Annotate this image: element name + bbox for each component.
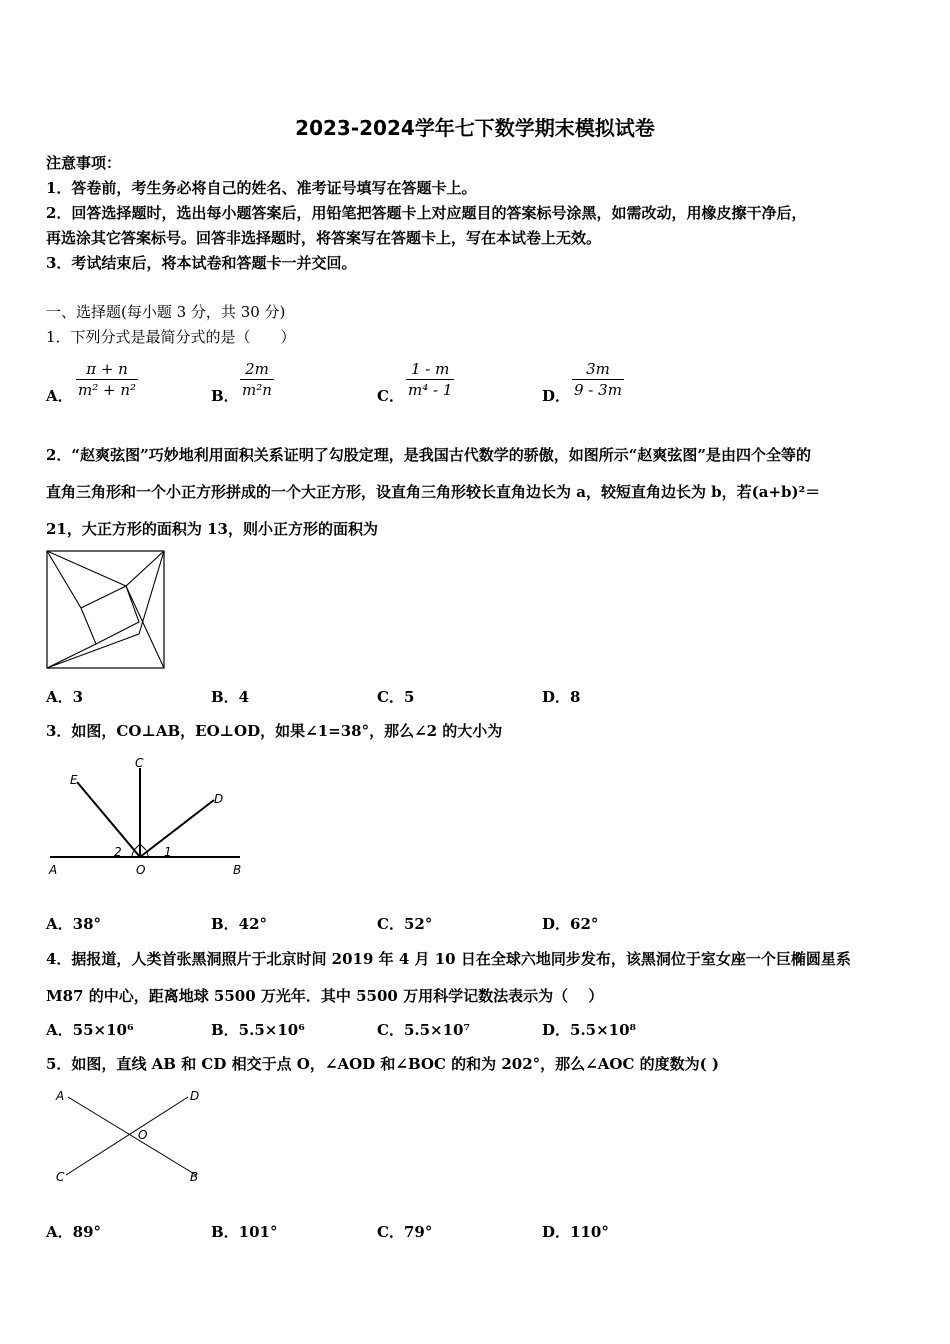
label-angle-1: 1 [164,845,172,859]
notice-item-1: 1．答卷前，考生务必将自己的姓名、准考证号填写在答题卡上。 [46,179,477,197]
q2-choice-d: D．8 [542,688,581,706]
q4-choice-a: A．55×10⁶ [46,1021,134,1039]
label-d: D [190,1089,200,1103]
q1-c-numerator: 1 - m [411,360,450,378]
q1-fraction-a [76,360,138,399]
q1-label-a: A． [46,387,73,405]
q5-choice-b: B．101° [211,1223,278,1241]
section-heading: 一、选择题(每小题 3 分，共 30 分) [46,303,286,321]
label-b: B [190,1170,199,1184]
q3-figure [44,752,254,882]
q1-fraction-c [406,360,454,399]
q4-choice-d: D．5.5×10⁸ [542,1021,637,1039]
label-d: D [214,792,224,806]
label-b: B [233,863,242,877]
q2-stem-line3: 21，大正方形的面积为 13，则小正方形的面积为 [46,520,378,538]
q3-choice-b: B．42° [211,915,268,933]
notice-item-2: 2．回答选择题时，选出每小题答案后，用铅笔把答题卡上对应题目的答案标号涂黑，如需改动，用橡皮擦干净后， [46,204,807,222]
label-a: A [56,1089,65,1103]
q1-label-b: B． [211,387,239,405]
q1-c-denominator: m⁴ - 1 [408,381,453,399]
ray-oe [77,782,140,857]
label-e: E [70,773,78,787]
q5-stem: 5．如图，直线 AB 和 CD 相交于点 O，∠AOD 和∠BOC 的和为 202°，那么∠AOC 的度数为( ) [46,1055,720,1073]
q2-stem-line2: 直角三角形和一个小正方形拼成的一个大正方形，设直角三角形较长直角边长为 a，较短直角边长为 b，若(a+b)²＝ [46,483,821,501]
q1-a-denominator: m² + n² [78,381,137,399]
label-o: O [138,1128,148,1142]
q4-stem-line2: M87 的中心，距离地球 5500 万光年．其中 5500 万用科学记数法表示为（ ） [46,987,604,1005]
q5-choice-c: C．79° [377,1223,433,1241]
triangle-edge-3 [47,551,81,608]
q1-b-numerator: 2m [245,360,269,378]
q3-choice-c: C．52° [377,915,433,933]
q2-stem-line1: 2．“赵爽弦图”巧妙地利用面积关系证明了勾股定理，是我国古代数学的骄傲，如图所示“赵爽弦图”是由四个全等的 [46,446,811,464]
page-title: 2023-2024学年七下数学期末模拟试卷 [295,116,655,140]
line-ab [68,1097,196,1175]
label-c: C [135,756,144,770]
q1-d-numerator: 3m [586,360,610,378]
q1-a-numerator: π + n [86,360,128,378]
label-o: O [136,863,146,877]
line-cd [66,1097,188,1175]
q1-b-denominator: m²n [242,381,272,399]
q5-choice-a: A．89° [46,1223,102,1241]
label-angle-2: 2 [114,845,122,859]
zhao-shuang-diagram [46,550,166,670]
q5-figure [50,1085,215,1190]
triangle-edge-5 [47,644,96,668]
notice-heading: 注意事项： [46,154,122,172]
notice-item-3: 3．考试结束后，将本试卷和答题卡一并交回。 [46,254,357,272]
q1-fraction-d [572,360,624,399]
q1-label-d: D． [542,387,571,405]
q1-stem: 1．下列分式是最简分式的是（ ） [46,328,296,346]
q3-choice-d: D．62° [542,915,599,933]
q2-choice-b: B．4 [211,688,250,706]
q2-choice-c: C．5 [377,688,415,706]
ray-od [140,800,214,857]
q3-choice-a: A．38° [46,915,102,933]
triangle-edge-2 [47,551,164,668]
q1-label-c: C． [377,387,404,405]
label-c: C [56,1170,65,1184]
q4-choice-c: C．5.5×10⁷ [377,1021,471,1039]
q1-d-denominator: 9 - 3m [574,381,622,399]
q5-choice-d: D．110° [542,1223,609,1241]
q4-stem-line1: 4．据报道，人类首张黑洞照片于北京时间 2019 年 4 月 10 日在全球六地同步发布，该黑洞位于室女座一个巨椭圆星系 [46,950,851,968]
label-a: A [49,863,58,877]
q3-stem: 3．如图，CO⊥AB，EO⊥OD，如果∠1=38°，那么∠2 的大小为 [46,722,503,740]
q4-choice-b: B．5.5×10⁶ [211,1021,305,1039]
notice-item-2-cont: 再选涂其它答案标号。回答非选择题时，将答案写在答题卡上，写在本试卷上无效。 [46,229,602,247]
q1-fraction-b [240,360,274,399]
q2-choice-a: A．3 [46,688,84,706]
